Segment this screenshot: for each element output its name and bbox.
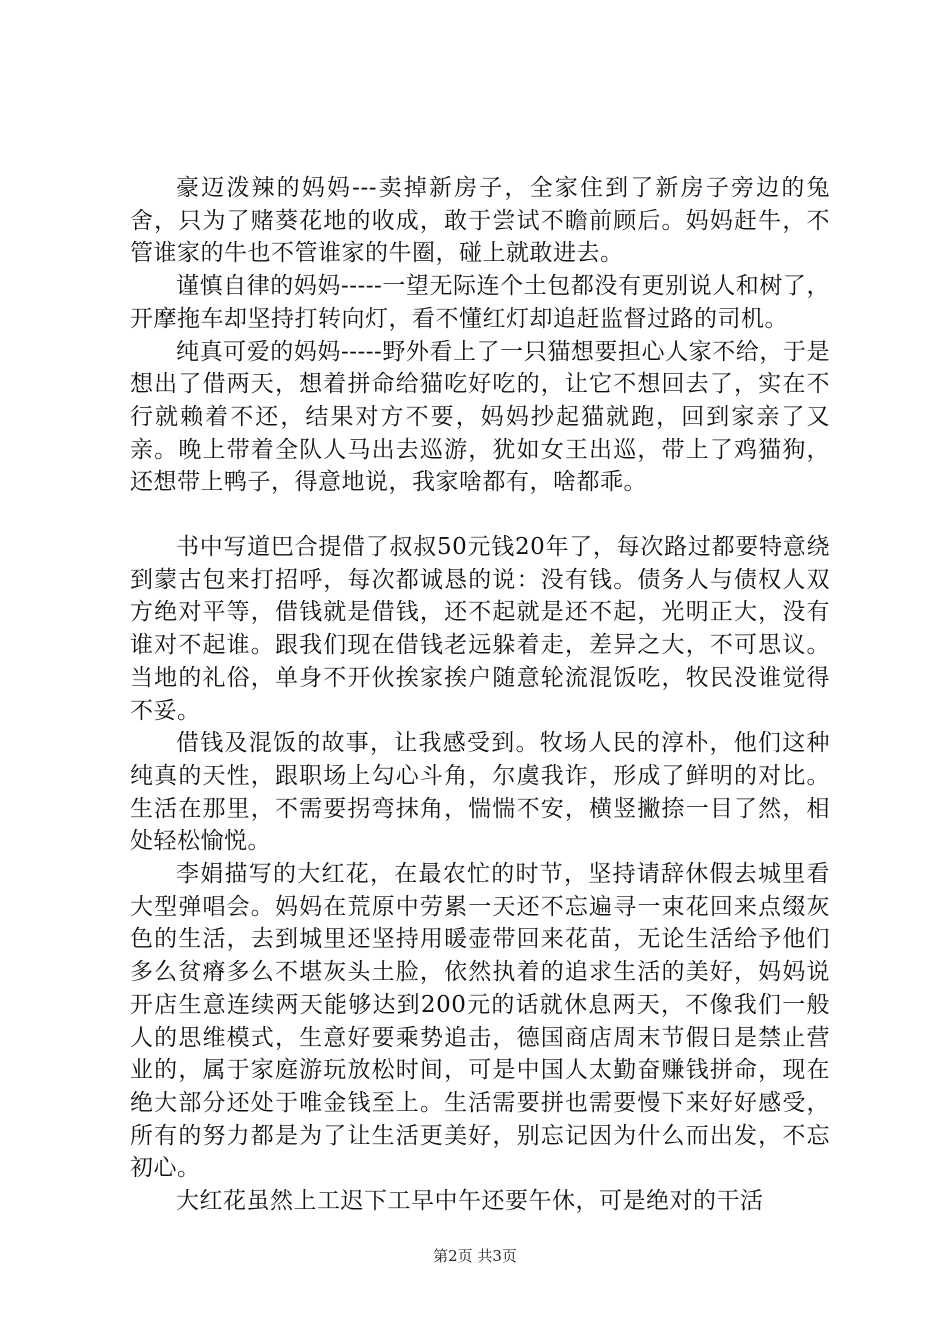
paragraph-continued: 大红花虽然上工迟下工早中午还要午休，可是绝对的干活 [176, 1188, 764, 1215]
paragraph-big-red-flower: 李娟描写的大红花，在最农忙的时节，坚持请辞休假去城里看大型弹唱会。妈妈在荒原中劳累一天还不忘遍寻一束花回来点缀灰色的生活，去到城里还坚持用暖壶带回来花苗，无论生活给予他们多么贫瘠多么不堪灰头土脸，依然执着的追求生活的美好，妈妈说开店生意连续两天能够达到200元的话就休息两天，不像我们一般人的思维模式，生意好要乘势追击，德国商店周末节假日是禁止营业的，属于家庭游玩放松时间，可是中国人太勤奋赚钱拼命，现在绝大部分还处于唯金钱至上。生活需要拼也需要慢下来好好感受，所有的努力都是为了让生活更美好，别忘记因为什么而出发，不忘初心。 [130, 861, 830, 1182]
paragraph-gap [130, 499, 830, 531]
paragraph-reflection: 借钱及混饭的故事，让我感受到。牧场人民的淳朴，他们这种纯真的天性，跟职场上勾心斗角，尔虞我诈，形成了鲜明的对比。生活在那里，不需要拐弯抹角，惴惴不安，横竖撇捺一目了然，相处轻松愉悦。 [130, 730, 830, 855]
paragraph-mother-bold: 豪迈泼辣的妈妈---卖掉新房子，全家住到了新房子旁边的兔舍，只为了赌葵花地的收成，敢于尝试不瞻前顾后。妈妈赶牛，不管谁家的牛也不管谁家的牛圈，碰上就敢进去。 [130, 175, 830, 267]
page-number-footer: 第2页 共3页 [433, 1247, 517, 1265]
paragraph-mother-lovely: 纯真可爱的妈妈-----野外看上了一只猫想要担心人家不给，于是想出了借两天，想着拼命给猫吃好吃的，让它不想回去了，实在不行就赖着不还，结果对方不要，妈妈抄起猫就跑，回到家亲了又亲。晚上带着全队人马出去巡游，犹如女王出巡，带上了鸡猫狗，还想带上鸭子，得意地说，我家啥都有，啥都乖。 [130, 338, 830, 496]
paragraph-mother-careful: 谨慎自律的妈妈-----一望无际连个土包都没有更别说人和树了，开摩拖车却坚持打转向灯，看不懂红灯却追赶监督过路的司机。 [130, 273, 830, 332]
document-body [130, 172, 830, 1218]
paragraph-borrowing: 书中写道巴合提借了叔叔50元钱20年了，每次路过都要特意绕到蒙古包来打招呼，每次都诚恳的说：没有钱。债务人与债权人双方绝对平等，借钱就是借钱，还不起就是还不起，光明正大，没有谁对不起谁。跟我们现在借钱老远躲着走，差异之大，不可思议。当地的礼俗，单身不开伙挨家挨户随意轮流混饭吃，牧民没谁觉得不妥。 [130, 534, 830, 724]
